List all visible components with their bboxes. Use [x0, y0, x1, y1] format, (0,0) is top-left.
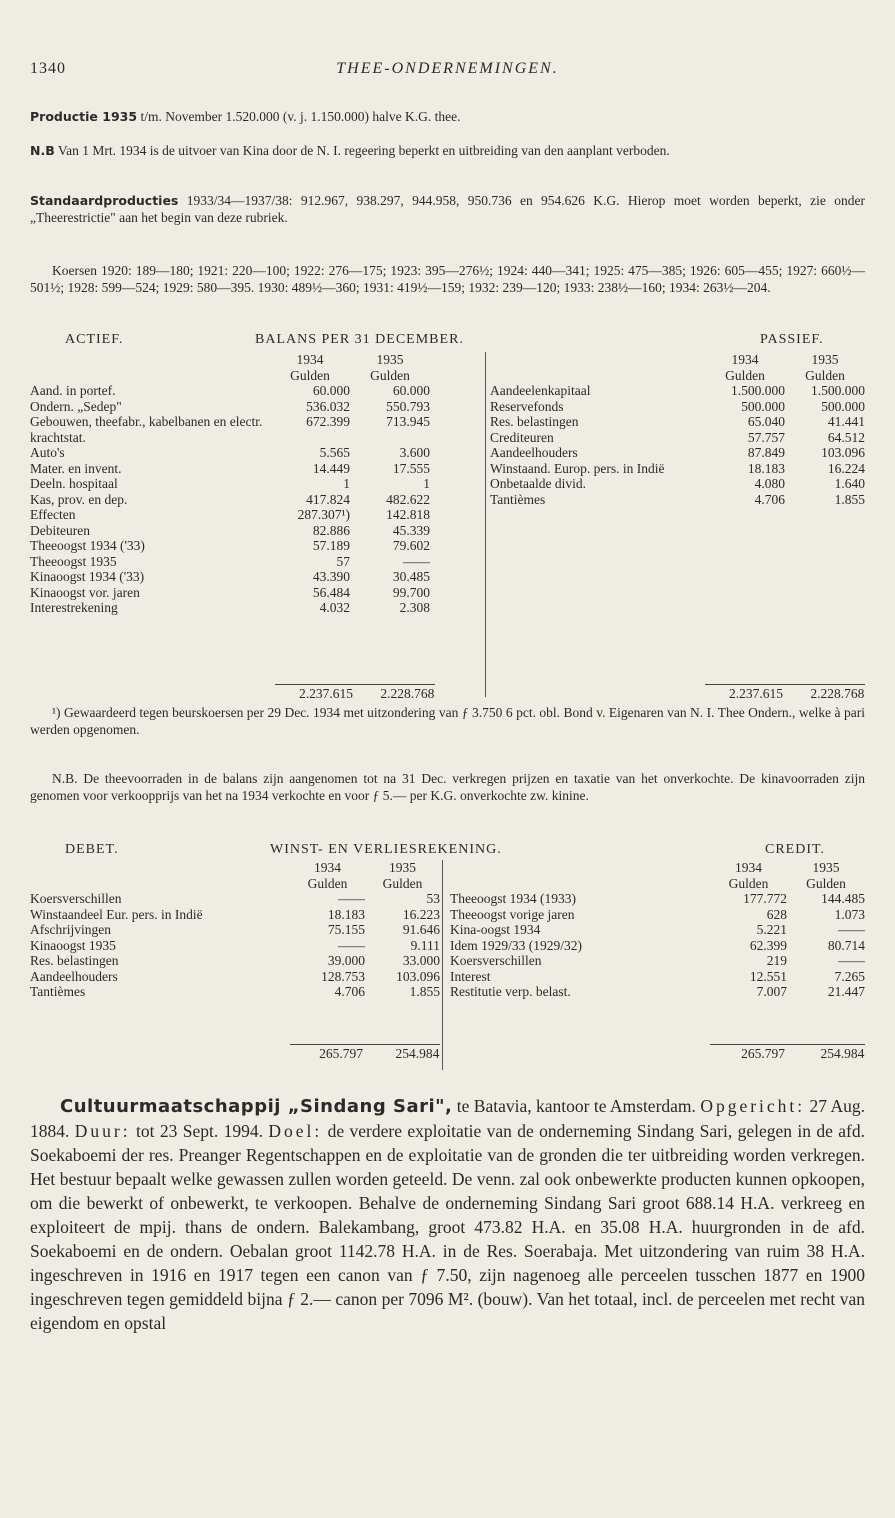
- row-value: 80.714: [827, 937, 865, 953]
- table-row: [450, 445, 865, 461]
- row-value: 43.390: [312, 569, 350, 584]
- row-value: 1.855: [834, 491, 865, 507]
- row-value: 41.441: [827, 414, 865, 429]
- table-row: [30, 891, 445, 907]
- row-label: Winstaandeel Eur. pers. in Indië: [30, 906, 203, 922]
- table-row: [30, 414, 450, 445]
- nb2-paragraph: N.B. De theevoorraden in de balans zijn aangenomen tot na 31 Dec. verkregen prijzen en taxatie van het onverkochte. De kinavoorraden zijn genomen voor verkoopprijs van het na 1934 verkochte en voor ƒ 5.— per K.G. onverkochte zw. kinine.: [30, 771, 865, 803]
- balans-total-left: [275, 684, 435, 702]
- footnote: ¹) Gewaardeerd tegen beurskoersen per 29 Dec. 1934 met uitzondering van ƒ 3.750 6 pct. obl. Bond v. Eigenaren van N. I. Thee Ondern., welke à pari werden opgenomen.: [30, 705, 865, 737]
- row-label: Aandeelenkapitaal: [490, 383, 591, 398]
- row-label: Theeoogst 1935: [30, 553, 117, 569]
- table-row: [450, 476, 865, 492]
- row-value: 4.706: [754, 491, 785, 507]
- row-value: 9.111: [410, 937, 440, 953]
- row-label: Kinaoogst 1934 ('33): [30, 569, 145, 584]
- row-value: 417.824: [306, 491, 350, 507]
- row-label: Winstaand. Europ. pers. in Indië: [490, 460, 665, 476]
- productie-paragraph: [30, 108, 865, 125]
- table-row: [30, 938, 445, 954]
- row-label: Ondern. „Sedep": [30, 398, 122, 414]
- row-value: 219: [766, 953, 787, 968]
- standaard-text: 1933/34—1937/38: 912.967, 938.297, 944.958, 950.736 en 954.626 K.G. Hierop moet worden beperkt, zie onder „Theerestrictie" aan het begin van deze rubriek.: [30, 193, 866, 225]
- row-label: Auto's: [30, 445, 65, 460]
- row-value: 39.000: [327, 953, 365, 968]
- year-header: 1935: [812, 860, 840, 875]
- row-value: 1: [343, 476, 350, 491]
- row-label: Kinaoogst vor. jaren: [30, 584, 140, 600]
- duur-label: Duur:: [74, 1121, 131, 1141]
- row-label: Gebouwen, theefabr., kabelbanen en electr. krachtstat.: [30, 414, 263, 445]
- row-value: ——: [838, 922, 865, 937]
- winst-total-left-1934: 265.797: [319, 1046, 363, 1061]
- unit-header: Gulden: [370, 367, 410, 383]
- row-value: 16.224: [827, 460, 865, 476]
- row-label: Tantièmes: [30, 984, 86, 999]
- row-value: 550.793: [386, 398, 430, 414]
- row-value: 1.500.000: [811, 383, 865, 398]
- balans-actief-table: [30, 352, 450, 616]
- winst-title: WINST- EN VERLIESREKENING.: [270, 842, 502, 857]
- unit-header: Gulden: [725, 367, 765, 383]
- row-label: Interestrekening: [30, 600, 118, 615]
- row-label: Effecten: [30, 507, 76, 522]
- row-value: 99.700: [392, 584, 430, 600]
- table-row: [30, 953, 445, 969]
- duur-value: tot 23 Sept. 1994.: [130, 1121, 263, 1141]
- row-value: ——: [403, 553, 430, 569]
- table-row: [30, 461, 450, 477]
- table-row: [30, 585, 450, 601]
- koersen-paragraph: Koersen 1920: 189—180; 1921: 220—100; 1922: 276—175; 1923: 395—276½; 1924: 440—341; 1925: 475—385; 1926: 605—455; 1927: 660½—501½; 1928: 599—524; 1929: 580—395. 1930: 489½—360; 1931: 419½—159; 1932: 239—120; 1933: 238½—160; 1934: 263½—204.: [30, 263, 865, 295]
- row-label: Debiteuren: [30, 522, 90, 538]
- table-row: [30, 538, 450, 554]
- table-row: [450, 430, 865, 446]
- year-header: 1934: [735, 860, 762, 875]
- table-row: [450, 492, 865, 508]
- year-header: 1934: [296, 352, 324, 367]
- company-name: Cultuurmaatschappij „Sindang Sari",: [60, 1096, 453, 1117]
- nb1-text: Van 1 Mrt. 1934 is de uitvoer van Kina door de N. I. regeering beperkt en uitbreiding van den aanplant verboden.: [57, 143, 670, 158]
- row-value: 57.757: [747, 429, 785, 445]
- row-value: 30.485: [392, 569, 430, 584]
- row-value: 60.000: [392, 383, 430, 398]
- row-value: 62.399: [749, 937, 787, 953]
- row-value: 45.339: [392, 522, 430, 538]
- table-row: [450, 383, 865, 399]
- year-header: 1934: [314, 860, 341, 875]
- row-value: 2.308: [399, 600, 430, 615]
- winst-total-left: [290, 1044, 440, 1062]
- table-row: [30, 507, 450, 523]
- row-value: 18.183: [747, 460, 785, 476]
- row-value: 3.600: [399, 445, 430, 460]
- row-value: 12.551: [749, 968, 787, 984]
- year-header: 1935: [389, 860, 416, 875]
- row-value: 53: [426, 891, 440, 906]
- table-row: [450, 461, 865, 477]
- nb1-paragraph: [30, 142, 865, 159]
- table-row: [30, 492, 450, 508]
- row-value: 33.000: [402, 953, 440, 968]
- row-value: 87.849: [747, 445, 785, 460]
- row-value: 177.772: [743, 891, 787, 906]
- row-value: 5.221: [756, 922, 787, 937]
- row-value: 142.818: [386, 507, 430, 522]
- row-value: 672.399: [306, 414, 350, 429]
- table-row: [30, 984, 445, 1000]
- winst-debet-table: [30, 860, 445, 1000]
- row-label: Koersverschillen: [30, 891, 122, 906]
- row-label: Reservefonds: [490, 398, 564, 414]
- row-label: Aandeelhouders: [30, 968, 118, 984]
- row-label: Res. belastingen: [490, 414, 579, 429]
- table-row: [450, 399, 865, 415]
- unit-header: Gulden: [382, 875, 423, 891]
- unit-header: Gulden: [806, 875, 846, 891]
- row-value: 4.032: [319, 600, 350, 615]
- row-label: Interest: [450, 968, 491, 984]
- unit-header: Gulden: [728, 875, 769, 891]
- winst-credit-table: [450, 860, 865, 1000]
- row-label: Kina-oogst 1934: [450, 922, 541, 937]
- row-value: 14.449: [312, 460, 350, 476]
- standaard-label: Standaardproducties: [30, 193, 179, 208]
- unit-header: Gulden: [805, 367, 845, 383]
- winst-credit-title: CREDIT.: [765, 842, 826, 857]
- table-row: [30, 476, 450, 492]
- row-value: 713.945: [386, 414, 430, 429]
- table-row: [450, 938, 865, 954]
- row-value: ——: [838, 953, 865, 968]
- row-label: Theeoogst 1934 ('33): [30, 538, 145, 553]
- row-value: ——: [338, 937, 365, 953]
- row-value: 500.000: [821, 398, 865, 414]
- page-title: THEE-ONDERNEMINGEN.: [336, 60, 559, 77]
- row-value: 128.753: [321, 968, 365, 984]
- row-value: 75.155: [327, 922, 365, 937]
- row-label: Aandeelhouders: [490, 445, 578, 460]
- row-value: 5.565: [319, 445, 350, 460]
- row-value: 91.646: [402, 922, 440, 937]
- row-value: 21.447: [827, 984, 865, 999]
- table-row: [30, 399, 450, 415]
- year-header: 1935: [811, 352, 839, 367]
- row-value: 287.307¹): [297, 507, 350, 522]
- unit-header: Gulden: [307, 875, 348, 891]
- row-value: 500.000: [741, 398, 785, 414]
- company-paragraph: [30, 1094, 865, 1335]
- table-row: [30, 523, 450, 539]
- row-label: Tantièmes: [490, 491, 546, 507]
- row-value: 82.886: [312, 522, 350, 538]
- row-label: Theeoogst vorige jaren: [450, 906, 575, 922]
- balans-passief-table: [450, 352, 865, 507]
- balans-total-right: [705, 684, 865, 702]
- row-value: 79.602: [392, 538, 430, 553]
- table-row: [30, 554, 450, 570]
- row-value: 57: [336, 553, 350, 569]
- row-value: 1: [423, 476, 430, 491]
- row-label: Idem 1929/33 (1929/32): [450, 937, 582, 953]
- winst-debet-title: DEBET.: [65, 842, 119, 857]
- row-label: Restitutie verp. belast.: [450, 984, 571, 999]
- row-label: Onbetaalde divid.: [490, 476, 586, 491]
- row-value: 4.706: [334, 984, 365, 999]
- row-label: Koersverschillen: [450, 953, 542, 968]
- row-value: 1.640: [834, 476, 865, 491]
- balans-total-right-1935: 2.228.768: [810, 686, 865, 701]
- row-value: 18.183: [327, 906, 365, 922]
- row-label: Mater. en invent.: [30, 460, 122, 476]
- row-label: Kinaoogst 1935: [30, 937, 116, 953]
- doel-label: Doel:: [268, 1121, 323, 1141]
- row-label: Afschrijvingen: [30, 922, 111, 937]
- year-header: 1934: [731, 352, 759, 367]
- row-label: Crediteuren: [490, 429, 554, 445]
- winst-total-right-1935: 254.984: [820, 1046, 865, 1061]
- doel-text: de verdere exploitatie van de onderneming Sindang Sari, gelegen in de afd. Soekaboemi der res. Preanger Regentschappen en de exploitatie van de gronden die ter uitbreiding worden verkregen. Het bestuur bepaalt welke gewassen zullen worden geteeld. De venn. zal ook onbewerkte producten kunnen opkoopen, om die bewerkt of onbewerkt, te verkoopen. Behalve de onderneming Sindang Sari groot 688.14 H.A. verkreeg en exploiteert de mpij. thans de ondern. Balekambang, groot 473.82 H.A. en 35.08 H.A. huurgronden in de afd. Soekaboemi en de ondern. Oebalan groot 1142.78 H.A. in de Res. Soerabaja. Met uitzondering van ruim 38 H.A. ingeschreven in 1916 en 1917 tegen een canon van ƒ 7.50, zijn nagenoeg alle perceelen tusschen 1877 en 1900 ingeschreven tegen gemiddeld bijna ƒ 2.— canon per 7096 M². (bouw). Van het totaal, incl. de perceelen met recht van eigendom en opstal: [30, 1121, 866, 1333]
- table-row: [450, 953, 865, 969]
- row-value: 65.040: [747, 414, 785, 429]
- row-value: 60.000: [312, 383, 350, 398]
- row-value: 17.555: [392, 460, 430, 476]
- row-value: 7.265: [834, 968, 865, 984]
- table-row: [450, 907, 865, 923]
- table-row: [30, 445, 450, 461]
- row-value: 1.500.000: [731, 383, 785, 398]
- page-number: 1340: [30, 60, 66, 77]
- row-value: 16.223: [402, 906, 440, 922]
- table-row: [30, 600, 450, 616]
- row-value: 64.512: [827, 429, 865, 445]
- productie-label: Productie 1935: [30, 109, 138, 124]
- row-value: 56.484: [312, 584, 350, 600]
- row-value: 144.485: [821, 891, 865, 906]
- row-value: 1.855: [409, 984, 440, 999]
- table-row: [30, 569, 450, 585]
- balans-passief-title: PASSIEF.: [760, 332, 824, 347]
- table-row: [30, 922, 445, 938]
- table-row: [30, 383, 450, 399]
- row-label: Aand. in portef.: [30, 383, 116, 398]
- table-row: [30, 969, 445, 985]
- row-value: 1.073: [834, 906, 865, 922]
- balans-total-right-1934: 2.237.615: [729, 686, 783, 701]
- balans-total-left-1935: 2.228.768: [380, 686, 435, 701]
- productie-text: t/m. November 1.520.000 (v. j. 1.150.000) halve K.G. thee.: [140, 109, 461, 124]
- row-label: Deeln. hospitaal: [30, 476, 118, 491]
- winst-total-right-1934: 265.797: [741, 1046, 785, 1061]
- opgericht-value: 27 Aug. 1884.: [30, 1096, 865, 1141]
- table-row: [450, 984, 865, 1000]
- row-value: 7.007: [756, 984, 787, 999]
- winst-total-right: [710, 1044, 865, 1062]
- table-row: [450, 922, 865, 938]
- balans-total-left-1934: 2.237.615: [299, 686, 353, 701]
- row-value: 536.032: [306, 398, 350, 414]
- table-row: [450, 969, 865, 985]
- row-value: 57.189: [312, 538, 350, 553]
- unit-header: Gulden: [290, 367, 330, 383]
- standaard-paragraph: [30, 192, 865, 226]
- balans-title: BALANS PER 31 DECEMBER.: [255, 332, 464, 347]
- nb1-label: N.B: [30, 143, 55, 158]
- winst-total-left-1935: 254.984: [395, 1046, 440, 1061]
- row-value: 103.096: [396, 968, 440, 984]
- row-value: 628: [766, 906, 787, 922]
- row-label: Kas, prov. en dep.: [30, 491, 128, 507]
- table-row: [30, 907, 445, 923]
- row-value: ——: [338, 891, 365, 906]
- table-row: [450, 891, 865, 907]
- company-text1: te Batavia, kantoor te Amsterdam.: [452, 1096, 701, 1116]
- balans-actief-title: ACTIEF.: [65, 332, 124, 347]
- year-header: 1935: [376, 352, 404, 367]
- table-row: [450, 414, 865, 430]
- row-label: Theeoogst 1934 (1933): [450, 891, 576, 906]
- row-value: 4.080: [754, 476, 785, 491]
- winst-divider: [442, 860, 443, 1070]
- opgericht-label: Opgericht:: [700, 1096, 806, 1116]
- row-label: Res. belastingen: [30, 953, 119, 968]
- row-value: 482.622: [386, 491, 430, 507]
- row-value: 103.096: [821, 445, 865, 460]
